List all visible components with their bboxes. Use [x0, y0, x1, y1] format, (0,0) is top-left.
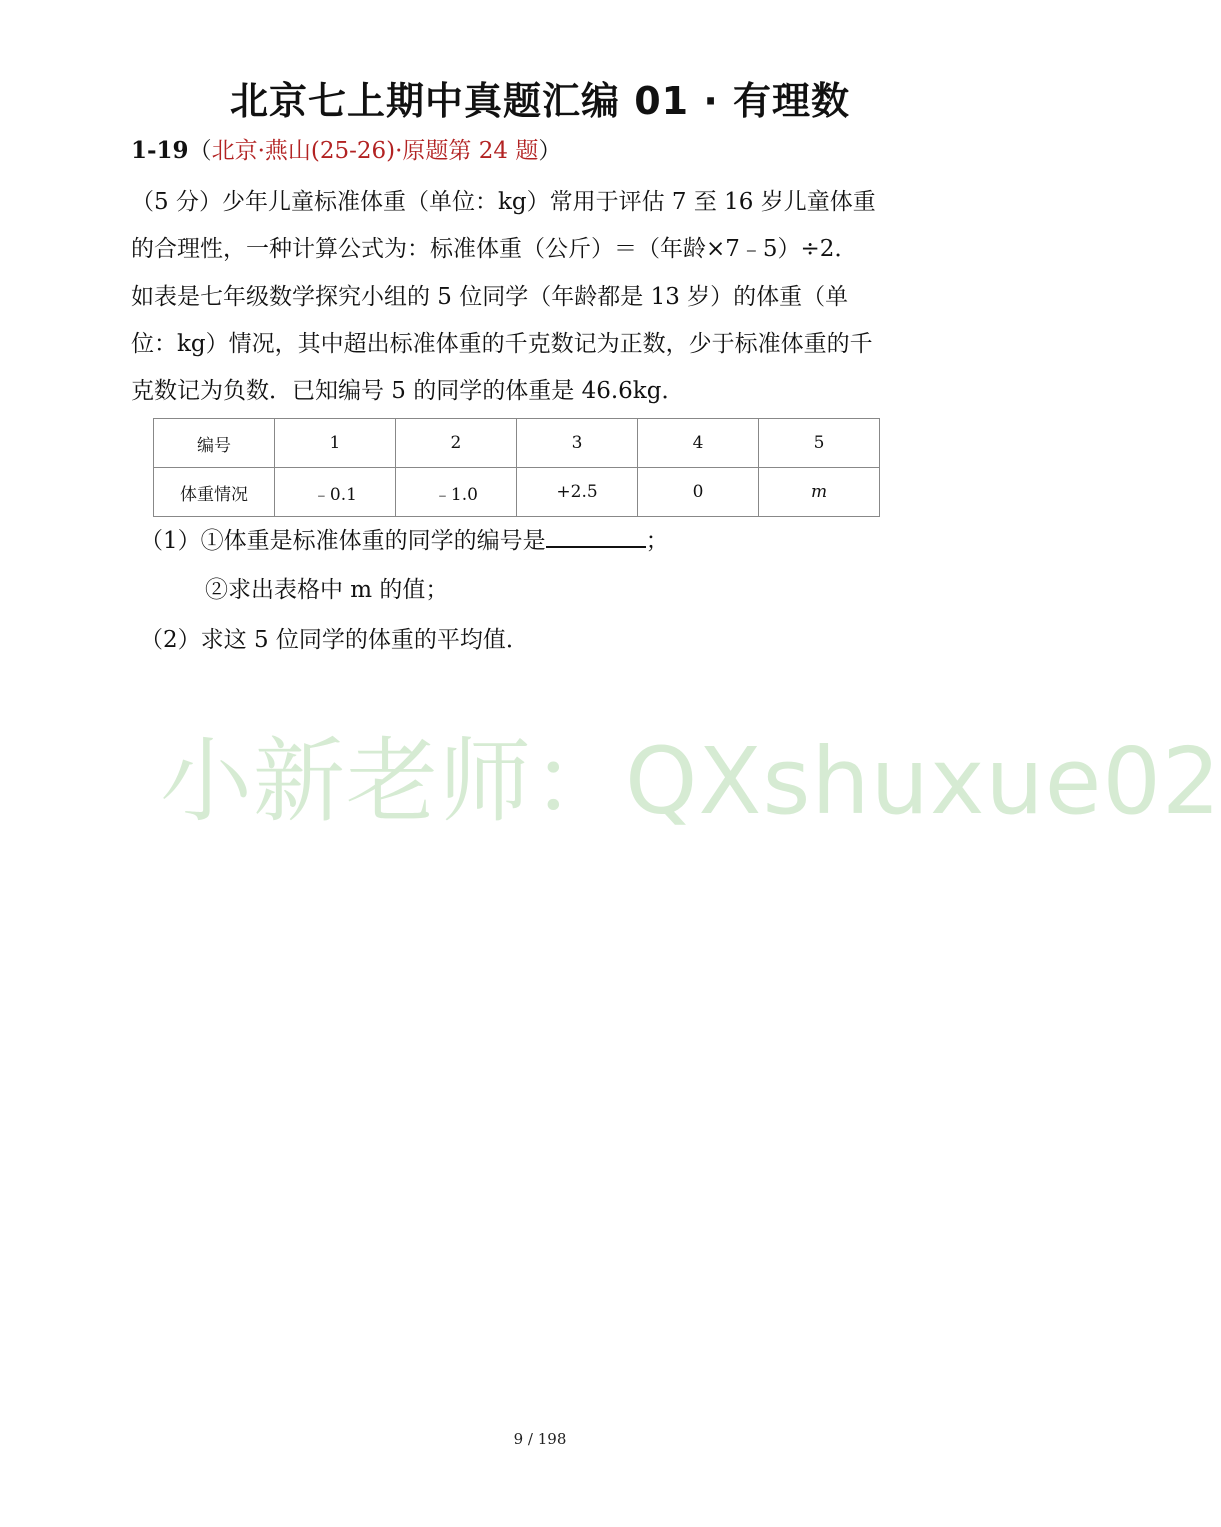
question-header: [131, 132, 561, 165]
table-cell: 1: [274, 419, 395, 468]
table-cell: 5: [759, 419, 880, 468]
question-line-3: 如表是七年级数学探究小组的 5 位同学（年龄都是 13 岁）的体重（单: [131, 284, 849, 310]
sub-question-1-end: ；: [645, 528, 669, 554]
question-line-2: 的合理性，一种计算公式为：标准体重（公斤）＝（年龄×7﹣5）÷2．: [131, 236, 858, 262]
table-cell: 0: [638, 468, 759, 517]
answer-blank: [546, 528, 646, 548]
question-line-1: （5 分）少年儿童标准体重（单位：kg）常用于评估 7 至 16 岁儿童体重: [131, 189, 876, 215]
table-cell: 4: [638, 419, 759, 468]
watermark: 小新老师：QXshuxue02: [160, 728, 1221, 835]
sub-question-1-part-2: ②求出表格中 m 的值；: [205, 577, 449, 603]
table-cell: +2.5: [516, 468, 637, 517]
page-title: 北京七上期中真题汇编 01 · 有理数: [229, 79, 850, 123]
table-row: [154, 468, 880, 517]
question-number: 1-19: [131, 137, 189, 164]
table-cell: 体重情况: [154, 468, 275, 517]
weight-table: [153, 418, 880, 517]
question-line-5: 克数记为负数．已知编号 5 的同学的体重是 46.6kg．: [131, 378, 685, 404]
page-number: 9 / 198: [513, 1430, 567, 1448]
sub-question-2: （2）求这 5 位同学的体重的平均值．: [140, 627, 529, 653]
table-header-row: [154, 419, 880, 468]
sub-question-1-part-1: [140, 522, 970, 555]
table-cell: 3: [516, 419, 637, 468]
table-cell: m: [759, 468, 880, 517]
source-close-paren: ）: [538, 138, 562, 164]
table-cell: 2: [395, 419, 516, 468]
table-cell: 编号: [154, 419, 275, 468]
question-line-4: 位：kg）情况，其中超出标准体重的千克数记为正数，少于标准体重的千: [131, 331, 873, 357]
table-cell: ﹣0.1: [274, 468, 395, 517]
sub-question-1-text: （1）①体重是标准体重的同学的编号是: [140, 528, 546, 554]
source-open-paren: （: [188, 138, 212, 164]
question-source: 北京·燕山(25-26)·原题第 24 题: [211, 138, 539, 164]
table-cell: ﹣1.0: [395, 468, 516, 517]
